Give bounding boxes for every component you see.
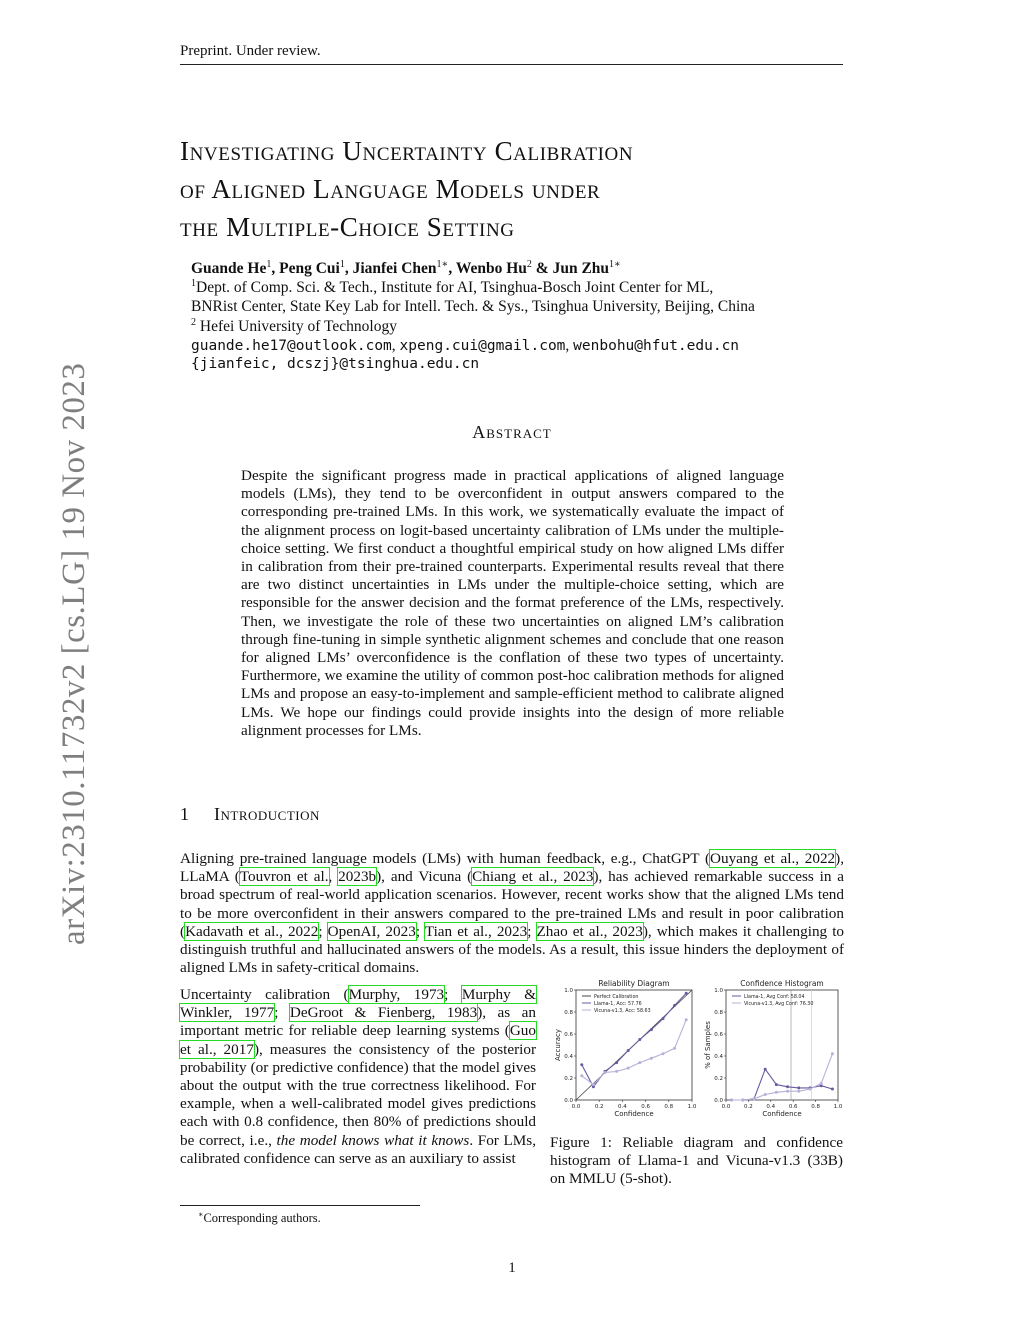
- text-run: ;: [444, 986, 462, 1003]
- footnote-text: Corresponding authors.: [203, 1211, 321, 1226]
- email-separator: ,: [565, 337, 574, 354]
- data-point: [775, 1091, 778, 1094]
- y-tick-label: 0.6: [564, 1032, 573, 1038]
- data-point: [820, 1082, 823, 1085]
- x-tick-label: 0.2: [744, 1104, 753, 1110]
- series-line: [732, 1054, 833, 1100]
- x-tick-label: 0.4: [766, 1104, 776, 1110]
- section-title: Introduction: [214, 804, 320, 824]
- text-run: ;: [415, 922, 425, 940]
- text-run: ;: [527, 922, 537, 940]
- y-tick-label: 0.4: [714, 1054, 723, 1060]
- data-point: [831, 1088, 834, 1091]
- citation-link[interactable]: Tian et al., 2023: [424, 922, 528, 940]
- title-line-2: of Aligned Language Models under: [180, 174, 601, 204]
- page-number: 1: [508, 1260, 516, 1276]
- header-rule: [180, 64, 843, 65]
- text-run: ;: [318, 922, 328, 940]
- data-point: [775, 1083, 778, 1086]
- affiliation-line-2: BNRist Center, State Key Lab for Intell. Tech. & Sys., Tsinghua University, Beijing, China: [191, 298, 755, 315]
- x-tick-label: 0.6: [788, 1104, 798, 1110]
- paper-title: [180, 132, 633, 246]
- author-name: Peng Cui: [279, 260, 340, 278]
- series-line: [732, 1069, 833, 1100]
- series-line: [582, 1020, 686, 1085]
- running-head: Preprint. Under review.: [180, 43, 321, 59]
- legend-label: Llama-1, Avg Conf: 58.04: [744, 995, 805, 1000]
- arxiv-stamp: arXiv:2310.11732v2 [cs.LG] 19 Nov 2023: [56, 362, 92, 945]
- data-point: [685, 992, 688, 995]
- text-run: ), and Vicuna (: [376, 868, 473, 886]
- data-point: [627, 1049, 630, 1052]
- chart-title: Reliability Diagram: [598, 979, 670, 988]
- x-axis-label: Confidence: [762, 1110, 802, 1118]
- y-axis-label: Accuracy: [554, 1029, 562, 1061]
- y-tick-label: 0.8: [714, 1010, 723, 1016]
- text-run: ;: [274, 1004, 290, 1022]
- author-affil-mark: 1∗: [609, 259, 621, 270]
- author-separator: ,: [344, 260, 353, 278]
- data-point: [650, 1057, 653, 1060]
- citation-link[interactable]: Touvron et al.: [239, 868, 329, 886]
- y-tick-label: 0.2: [564, 1076, 573, 1082]
- math-value: 0.8: [244, 1113, 264, 1131]
- legend-label: Llama-1, Acc: 57.76: [594, 1002, 642, 1007]
- abstract-body: Despite the significant progress made in practical applications of aligned language models (LMs), they tend to be overconfident in output answers compared to the corresponding pre-trained LMs. In this work, we systematically evaluate the impact of the alignment process on logit-based uncertainty calibration of LMs under the multiple-choice setting. We first conduct a thoughtful empirical study on how aligned LMs differ in calibration from their pre-trained counterparts. Experimental results reveal that there are two distinct uncertainties in LMs under the multiple-choice setting, which are responsible for the answer decision and the format preference of the LMs, respectively. Then, we investigate the role of these two uncertainties on aligned LM’s calibration through fine-tuning in simple synthetic alignment schemes and conclude that one reason for aligned LMs’ overconfidence is the conflation of these two types of uncertainty. Furthermore, we examine the utility of common post-hoc calibration methods for aligned LMs and propose an easy-to-implement and sample-efficient method to calibrate aligned LMs. We hope our findings could provide insights into the design of more reliable alignment processes for LMs.: [241, 467, 784, 739]
- text-run: confidence, then: [263, 1113, 374, 1131]
- x-tick-label: 1.0: [687, 1104, 697, 1110]
- citation-link[interactable]: Guo et al., 2017: [180, 1022, 536, 1058]
- y-tick-label: 1.0: [714, 988, 723, 994]
- emphasis-text: the model knows what it knows: [276, 1131, 470, 1149]
- x-tick-label: 0.8: [664, 1104, 674, 1110]
- y-tick-label: 0.0: [714, 1098, 723, 1104]
- y-tick-label: 0.0: [564, 1098, 573, 1104]
- data-point: [662, 1052, 665, 1055]
- email-line-1: [191, 337, 739, 355]
- x-tick-label: 1.0: [833, 1104, 843, 1110]
- data-point: [592, 1083, 595, 1086]
- title-line-1: Investigating Uncertainty Calibration: [180, 136, 634, 166]
- text-run: . For LMs, calibrated confidence can serve as an auxiliary to assist: [180, 1131, 536, 1167]
- text-run: ,: [328, 868, 339, 886]
- figure-1: [550, 976, 844, 1118]
- author-name: Jun Zhu: [552, 260, 610, 278]
- data-point: [764, 1068, 767, 1071]
- data-point: [685, 1018, 688, 1021]
- data-point: [638, 1038, 641, 1041]
- data-point: [627, 1067, 630, 1070]
- citation-link[interactable]: Chiang et al., 2023: [472, 868, 594, 886]
- x-tick-label: 0.0: [571, 1104, 581, 1110]
- footnote-mark: ∗: [198, 1210, 204, 1219]
- data-point: [797, 1086, 800, 1089]
- citation-link[interactable]: Ouyang et al., 2022: [710, 850, 836, 867]
- data-point: [730, 1099, 733, 1102]
- author-separator: &: [531, 260, 553, 278]
- data-point: [615, 1070, 618, 1073]
- y-axis-label: % of Samples: [704, 1021, 712, 1069]
- affil-mark: 2: [191, 317, 196, 328]
- math-value: 80%: [373, 1113, 402, 1131]
- legend-label: Vicuna-v1.3, Avg Conf: 76.30: [744, 1002, 814, 1007]
- figure-caption: Figure 1: Reliable diagram and confidence histogram of Llama-1 and Vicuna-v1.3 (33B) on MMLU (5-shot).: [550, 1134, 843, 1188]
- author-affil-mark: 1: [266, 259, 272, 270]
- x-axis-label: Confidence: [614, 1110, 654, 1118]
- email-link[interactable]: xpeng.cui@gmail.com: [399, 338, 566, 354]
- data-point: [831, 1052, 834, 1055]
- intro-paragraph-2: [180, 986, 536, 1168]
- citation-link[interactable]: 2023b: [338, 868, 377, 886]
- x-tick-label: 0.6: [641, 1104, 650, 1110]
- data-point: [662, 1017, 665, 1020]
- abstract-heading: Abstract: [472, 422, 552, 442]
- affil-mark: 1: [191, 278, 196, 289]
- section-heading: [180, 804, 320, 825]
- author-list: [191, 259, 621, 278]
- citation-link[interactable]: OpenAI, 2023: [327, 922, 416, 940]
- footnote-rule: [180, 1205, 420, 1206]
- y-tick-label: 0.8: [564, 1010, 573, 1016]
- citation-link[interactable]: Zhao et al., 2023: [536, 922, 643, 940]
- author-name: Jianfei Chen: [352, 260, 437, 278]
- email-separator: ,: [391, 337, 400, 354]
- author-affil-mark: 1: [339, 259, 345, 270]
- footnote: [198, 1210, 321, 1226]
- y-tick-label: 0.4: [564, 1054, 573, 1060]
- data-point: [673, 1004, 676, 1007]
- intro-paragraph-1: [180, 850, 844, 977]
- data-point: [615, 1061, 618, 1064]
- author-affil-mark: 2: [526, 259, 532, 270]
- data-point: [809, 1088, 812, 1091]
- affiliation-text: Dept. of Comp. Sci. & Tech., Institute for AI, Tsinghua-Bosch Joint Center for ML,: [196, 279, 714, 297]
- data-point: [753, 1097, 756, 1100]
- author-separator: ,: [448, 260, 456, 278]
- citation-link[interactable]: DeGroot & Fienberg, 1983: [289, 1004, 478, 1022]
- author-separator: ,: [271, 260, 280, 278]
- text-run: ), which makes it challenging to distinguish truthful and hallucinated answers of the models. As a result, this issue hinders the deployment of aligned LMs in safety-critical domains.: [180, 922, 845, 977]
- data-point: [580, 1063, 583, 1066]
- data-point: [673, 1047, 676, 1050]
- text-run: Uncertainty calibration (: [180, 986, 349, 1003]
- text-run: Aligning pre-trained language models (LMs) with human feedback, e.g., ChatGPT (: [180, 850, 711, 867]
- y-tick-label: 1.0: [564, 988, 573, 994]
- author-affil-mark: 1∗: [436, 259, 449, 270]
- y-tick-label: 0.6: [714, 1032, 723, 1038]
- author-name: Wenbo Hu: [455, 260, 527, 278]
- text-run: ), as an important metric for reliable deep learning systems (: [180, 1004, 536, 1040]
- text-run: ), has achieved remarkable success in a broad spectrum of real-world application scenarios. However, recent works show that the aligned LMs tend to be more overconfident in their answers compared to the pre-trained LMs and result in poor calibration (: [180, 868, 845, 940]
- figure-1-charts: [550, 976, 844, 1118]
- email-link[interactable]: wenbohu@hfut.edu.cn: [573, 338, 740, 354]
- citation-link[interactable]: Murphy & Winkler, 1977: [180, 986, 537, 1022]
- data-point: [764, 1093, 767, 1096]
- data-point: [786, 1090, 789, 1093]
- citation-link[interactable]: Murphy, 1973: [348, 986, 445, 1003]
- affiliation-text: Hefei University of Technology: [196, 318, 397, 336]
- legend-label: Perfect Calibration: [594, 995, 639, 1000]
- citation-link[interactable]: Kadavath et al., 2022: [185, 922, 319, 940]
- data-point: [786, 1085, 789, 1088]
- x-tick-label: 0.8: [811, 1104, 820, 1110]
- data-point: [797, 1090, 800, 1093]
- data-point: [604, 1071, 607, 1074]
- section-number: 1: [180, 804, 190, 824]
- data-point: [580, 1074, 583, 1077]
- text-run: ), LLaMA (: [180, 850, 844, 886]
- text-run: ), measures the consistency of the posterior probability (or predictive confidence) that the model gives about the output with the true correctness likelihood. For example, when a well-calibrated model gives predictions each with: [180, 1040, 537, 1131]
- y-tick-label: 0.2: [714, 1076, 723, 1082]
- x-tick-label: 0.2: [594, 1104, 604, 1110]
- series-line: [582, 993, 686, 1087]
- email-line-2[interactable]: {jianfeic, dcszj}@tsinghua.edu.cn: [191, 356, 480, 372]
- title-line-3: the Multiple-Choice Setting: [180, 212, 515, 242]
- x-tick-label: 0.0: [721, 1104, 731, 1110]
- affiliation-line-3: [191, 317, 397, 336]
- legend-label: Vicuna-v1.3, Acc: 58.63: [594, 1009, 651, 1014]
- affiliation-line-1: [191, 278, 713, 297]
- email-link[interactable]: guande.he17@outlook.com: [191, 338, 392, 354]
- data-point: [650, 1028, 653, 1031]
- author-name: Guande He: [191, 260, 267, 278]
- chart-title: Confidence Histogram: [740, 979, 824, 988]
- x-tick-label: 0.4: [618, 1104, 627, 1110]
- data-point: [638, 1061, 641, 1064]
- text-run: of predictions should be correct, i.e.,: [180, 1113, 537, 1149]
- data-point: [741, 1099, 744, 1102]
